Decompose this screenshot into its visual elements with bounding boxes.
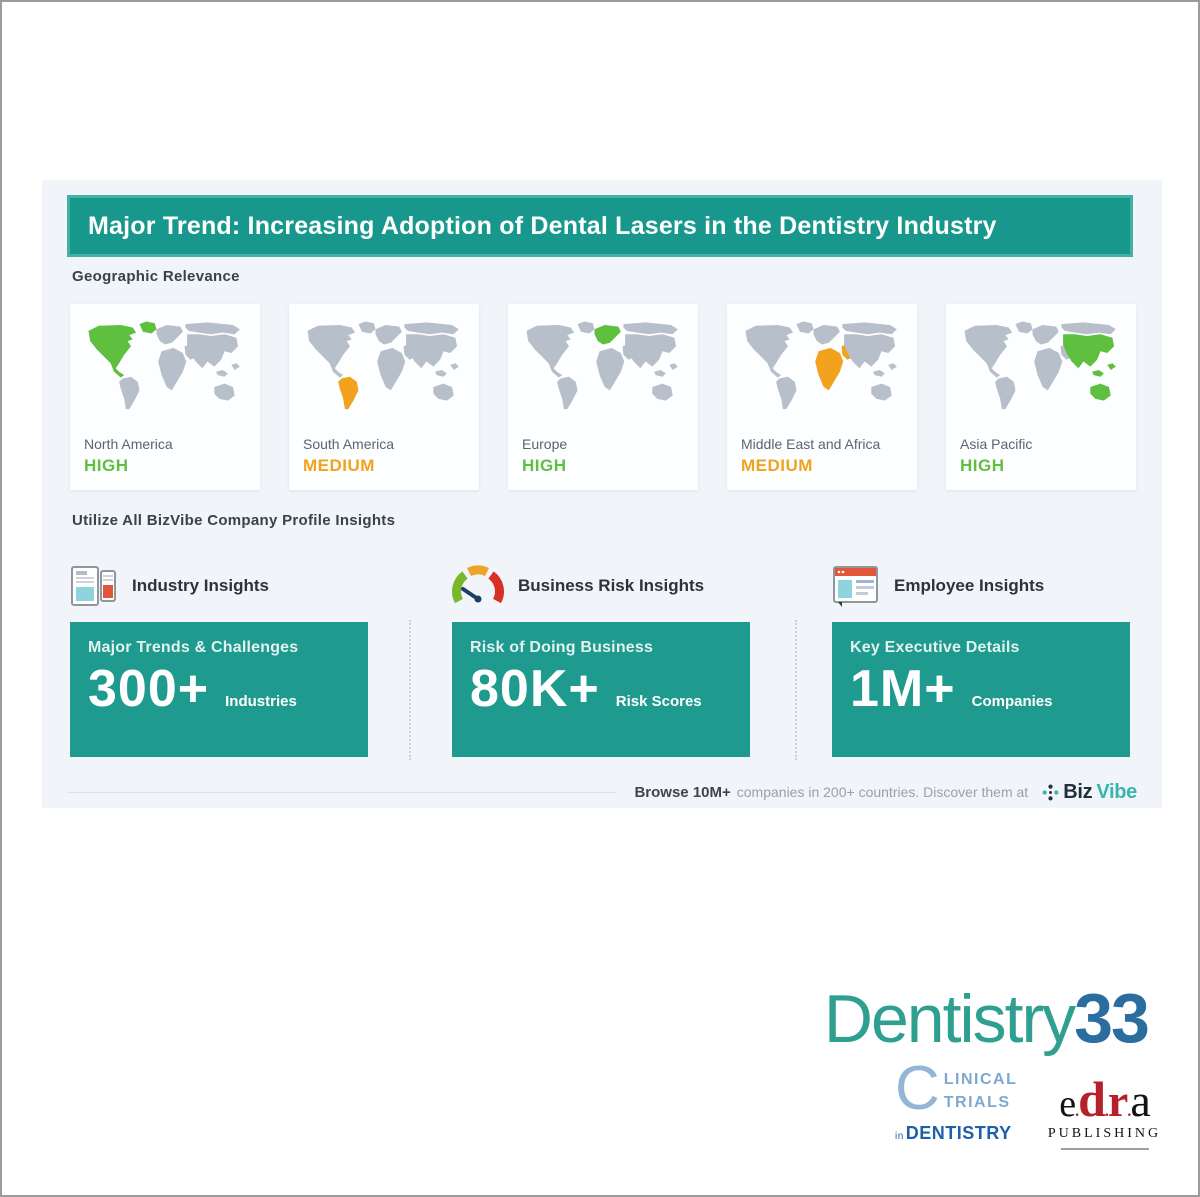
- geo-relevance-card: [508, 304, 698, 490]
- browse-detail-text: companies in 200+ countries. Discover them at: [736, 784, 1029, 800]
- region-level: HIGH: [960, 456, 1005, 475]
- risk-gauge-icon: [452, 564, 504, 608]
- geo-relevance-card: [727, 304, 917, 490]
- dentistry33-word: Dentistry: [823, 981, 1075, 1057]
- bizvibe-vibe-text: Vibe: [1096, 780, 1137, 803]
- insight-card-title: Risk of Doing Business: [470, 639, 654, 656]
- clinical-line2: TRIALS: [943, 1094, 1011, 1112]
- title-banner: [67, 195, 1133, 257]
- geo-relevance-card: [946, 304, 1136, 490]
- clinical-in-word: in: [895, 1131, 904, 1143]
- dentistry33-logo: [824, 978, 1148, 1058]
- insight-stat-suffix: Industries: [225, 693, 297, 710]
- panel-footer: [67, 778, 1137, 806]
- insight-title: Business Risk Insights: [518, 576, 705, 595]
- region-level: HIGH: [522, 456, 567, 475]
- employee-profile-icon: [832, 564, 880, 608]
- edra-publishing-logo: [1037, 1071, 1172, 1150]
- bizvibe-logo: [1042, 781, 1137, 804]
- clinical-dentistry-word: DENTISTRY: [905, 1123, 1012, 1144]
- bizvibe-biz-text: Biz: [1063, 780, 1093, 803]
- region-name: North America: [84, 436, 173, 452]
- insight-title: Industry Insights: [132, 576, 269, 595]
- insight-card: [70, 622, 368, 757]
- footer-rule: [67, 792, 616, 793]
- insight-stat: 1M+: [850, 660, 956, 718]
- edra-wordmark: e.d.r.a: [1059, 1071, 1150, 1127]
- insight-card: [832, 622, 1130, 757]
- edra-url-line: [1061, 1148, 1149, 1150]
- region-level: HIGH: [84, 456, 129, 475]
- insight-title: Employee Insights: [894, 576, 1045, 595]
- region-level: MEDIUM: [303, 456, 375, 475]
- world-map: [956, 314, 1126, 426]
- maps-row: [70, 304, 1136, 492]
- region-name: Europe: [522, 436, 568, 452]
- insight-stat: 300+: [88, 660, 210, 718]
- region-level: MEDIUM: [741, 456, 813, 475]
- region-name: South America: [303, 436, 395, 452]
- bizvibe-spark-icon: [1042, 784, 1059, 801]
- clinical-line1: LINICAL: [943, 1071, 1018, 1088]
- insights-row: [70, 558, 1136, 760]
- world-map: [518, 314, 688, 426]
- insight-card: [452, 622, 750, 757]
- region-name: Asia Pacific: [960, 436, 1033, 452]
- insight-column: [832, 558, 1130, 757]
- insight-card-title: Key Executive Details: [850, 639, 1020, 656]
- geo-relevance-card: [289, 304, 479, 490]
- clinical-trials-logo: [895, 1054, 1018, 1144]
- insight-card-title: Major Trends & Challenges: [88, 639, 299, 656]
- dentistry33-number: 33: [1074, 979, 1148, 1057]
- world-map: [80, 314, 250, 426]
- region-name: Middle East and Africa: [741, 436, 881, 452]
- geo-relevance-card: [70, 304, 260, 490]
- browse-count-text: Browse 10M+: [634, 783, 731, 801]
- insight-stat: 80K+: [470, 660, 600, 718]
- insights-heading: Utilize All BizVibe Company Profile Insights: [72, 512, 396, 529]
- insight-stat-suffix: Risk Scores: [615, 693, 702, 710]
- dotted-divider: [409, 620, 411, 760]
- infographic-panel: [42, 180, 1162, 808]
- world-map: [299, 314, 469, 426]
- insight-stat-suffix: Companies: [971, 693, 1053, 710]
- dotted-divider: [795, 620, 797, 760]
- clinical-dentistry-line: [895, 1123, 1015, 1144]
- insight-column: [452, 558, 750, 757]
- edra-publishing-text: PUBLISHING: [1047, 1126, 1162, 1141]
- report-documents-icon: [70, 563, 118, 609]
- world-map: [737, 314, 907, 426]
- insight-column: [70, 558, 368, 757]
- geographic-relevance-heading: Geographic Relevance: [72, 268, 240, 285]
- banner-title: Major Trend: Increasing Adoption of Dental Lasers in the Dentistry Industry: [88, 211, 997, 240]
- clinical-c-letter: C: [895, 1054, 940, 1123]
